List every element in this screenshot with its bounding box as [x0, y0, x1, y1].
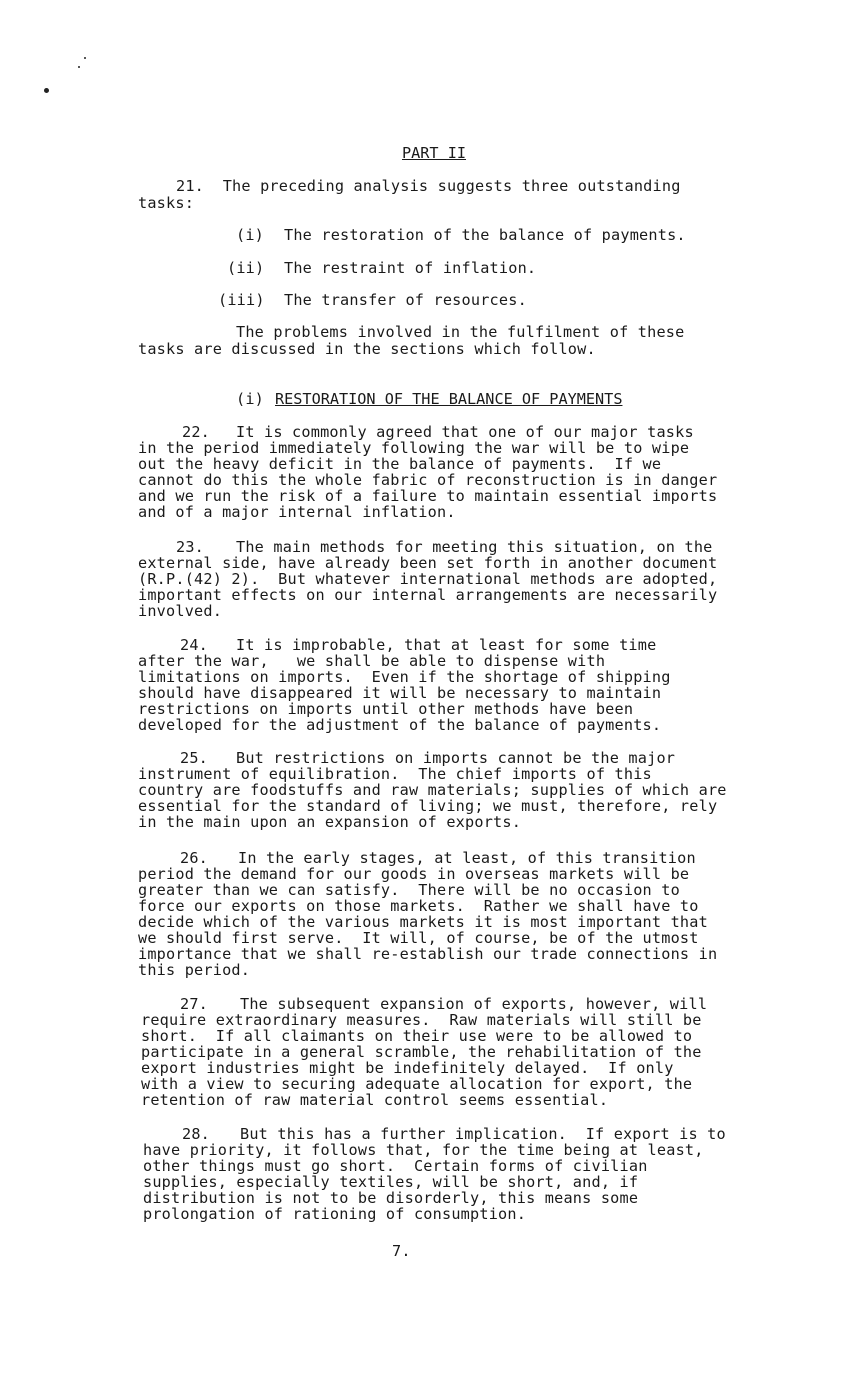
paragraph-number: 25. — [180, 749, 209, 767]
body-line: short. If all claimants on their use were to be allowed to — [141, 1027, 693, 1045]
body-line: distribution is not to be disorderly, this means some — [143, 1189, 639, 1207]
body-line: limitations on imports. Even if the shortage of shipping — [138, 668, 671, 686]
body-line: force our exports on those markets. Rather we shall have to — [138, 897, 699, 915]
scan-speck — [78, 66, 80, 68]
intro-line: 21. The preceding analysis suggests three outstanding — [176, 177, 681, 195]
task-number: (i) — [236, 226, 265, 244]
body-line: cannot do this the whole fabric of reconstruction is in danger — [138, 471, 718, 489]
body-line: retention of raw material control seems essential. — [141, 1091, 609, 1109]
body-line: country are foodstuffs and raw materials; supplies of which are — [138, 781, 727, 799]
paragraph-number: 28. — [182, 1125, 211, 1143]
body-line: important effects on our internal arrangements are necessarily — [138, 586, 718, 604]
body-line: require extraordinary measures. Raw materials will still be — [141, 1011, 702, 1029]
task-number: (ii) — [227, 259, 265, 277]
body-line: importance that we shall re-establish our trade connections in — [138, 945, 718, 963]
body-line: The problems involved in the fulfilment of these — [236, 323, 685, 341]
body-line: out the heavy deficit in the balance of payments. If we — [138, 455, 662, 473]
body-line: have priority, it follows that, for the time being at least, — [143, 1141, 704, 1159]
section-heading: RESTORATION OF THE BALANCE OF PAYMENTS — [275, 390, 623, 408]
body-line: in the period immediately following the war will be to wipe — [138, 439, 690, 457]
task-text: The restraint of inflation. — [284, 259, 537, 277]
body-line: In the early stages, at least, of this transition — [238, 849, 696, 867]
body-line: involved. — [138, 602, 223, 620]
body-line: and of a major internal inflation. — [138, 503, 456, 521]
body-line: prolongation of rationing of consumption. — [143, 1205, 527, 1223]
body-line: But this has a further implication. If export is to — [240, 1125, 726, 1143]
body-line: participate in a general scramble, the rehabilitation of the — [141, 1043, 702, 1061]
body-line: restrictions on imports until other methods have been — [138, 700, 634, 718]
body-line: after the war, we shall be able to dispense with — [138, 652, 606, 670]
page-number: 7. — [392, 1242, 411, 1260]
body-line: It is commonly agreed that one of our major tasks — [236, 423, 694, 441]
body-line: The main methods for meeting this situation, on the — [236, 538, 713, 556]
body-line: we should first serve. It will, of course, be of the utmost — [138, 929, 699, 947]
paragraph-number: 24. — [180, 636, 209, 654]
scan-speck — [84, 57, 86, 59]
body-line: supplies, especially textiles, will be short, and, if — [143, 1173, 639, 1191]
body-line: with a view to securing adequate allocation for export, the — [141, 1075, 693, 1093]
body-line: external side, have already been set forth in another document — [138, 554, 718, 572]
task-number: (iii) — [218, 291, 265, 309]
paragraph-number: 22. — [182, 423, 211, 441]
body-line: period the demand for our goods in overseas markets will be — [138, 865, 690, 883]
body-line: and we run the risk of a failure to maintain essential imports — [138, 487, 718, 505]
body-line: tasks are discussed in the sections which follow. — [138, 340, 596, 358]
body-line: this period. — [138, 961, 251, 979]
section-number: (i) — [236, 390, 265, 408]
body-line: The subsequent expansion of exports, however, will — [240, 995, 708, 1013]
body-line: export industries might be indefinitely delayed. If only — [141, 1059, 674, 1077]
body-line: developed for the adjustment of the balance of payments. — [138, 716, 662, 734]
body-line: But restrictions on imports cannot be the major — [236, 749, 676, 767]
task-text: The transfer of resources. — [284, 291, 527, 309]
body-line: in the main upon an expansion of exports. — [138, 813, 522, 831]
body-line: (R.P.(42) 2). But whatever international methods are adopted, — [138, 570, 718, 588]
task-text: The restoration of the balance of payments. — [284, 226, 686, 244]
body-line: It is improbable, that at least for some time — [236, 636, 657, 654]
scan-speck — [44, 88, 49, 93]
body-line: should have disappeared it will be necessary to maintain — [138, 684, 662, 702]
body-line: instrument of equilibration. The chief imports of this — [138, 765, 652, 783]
body-line: other things must go short. Certain forms of civilian — [143, 1157, 648, 1175]
part-title: PART II — [402, 144, 467, 162]
body-line: essential for the standard of living; we must, therefore, rely — [138, 797, 718, 815]
paragraph-number: 23. — [176, 538, 205, 556]
intro-line: tasks: — [138, 194, 195, 212]
paragraph-number: 26. — [180, 849, 209, 867]
body-line: greater than we can satisfy. There will be no occasion to — [138, 881, 680, 899]
paragraph-number: 27. — [180, 995, 209, 1013]
body-line: decide which of the various markets it is most important that — [138, 913, 708, 931]
